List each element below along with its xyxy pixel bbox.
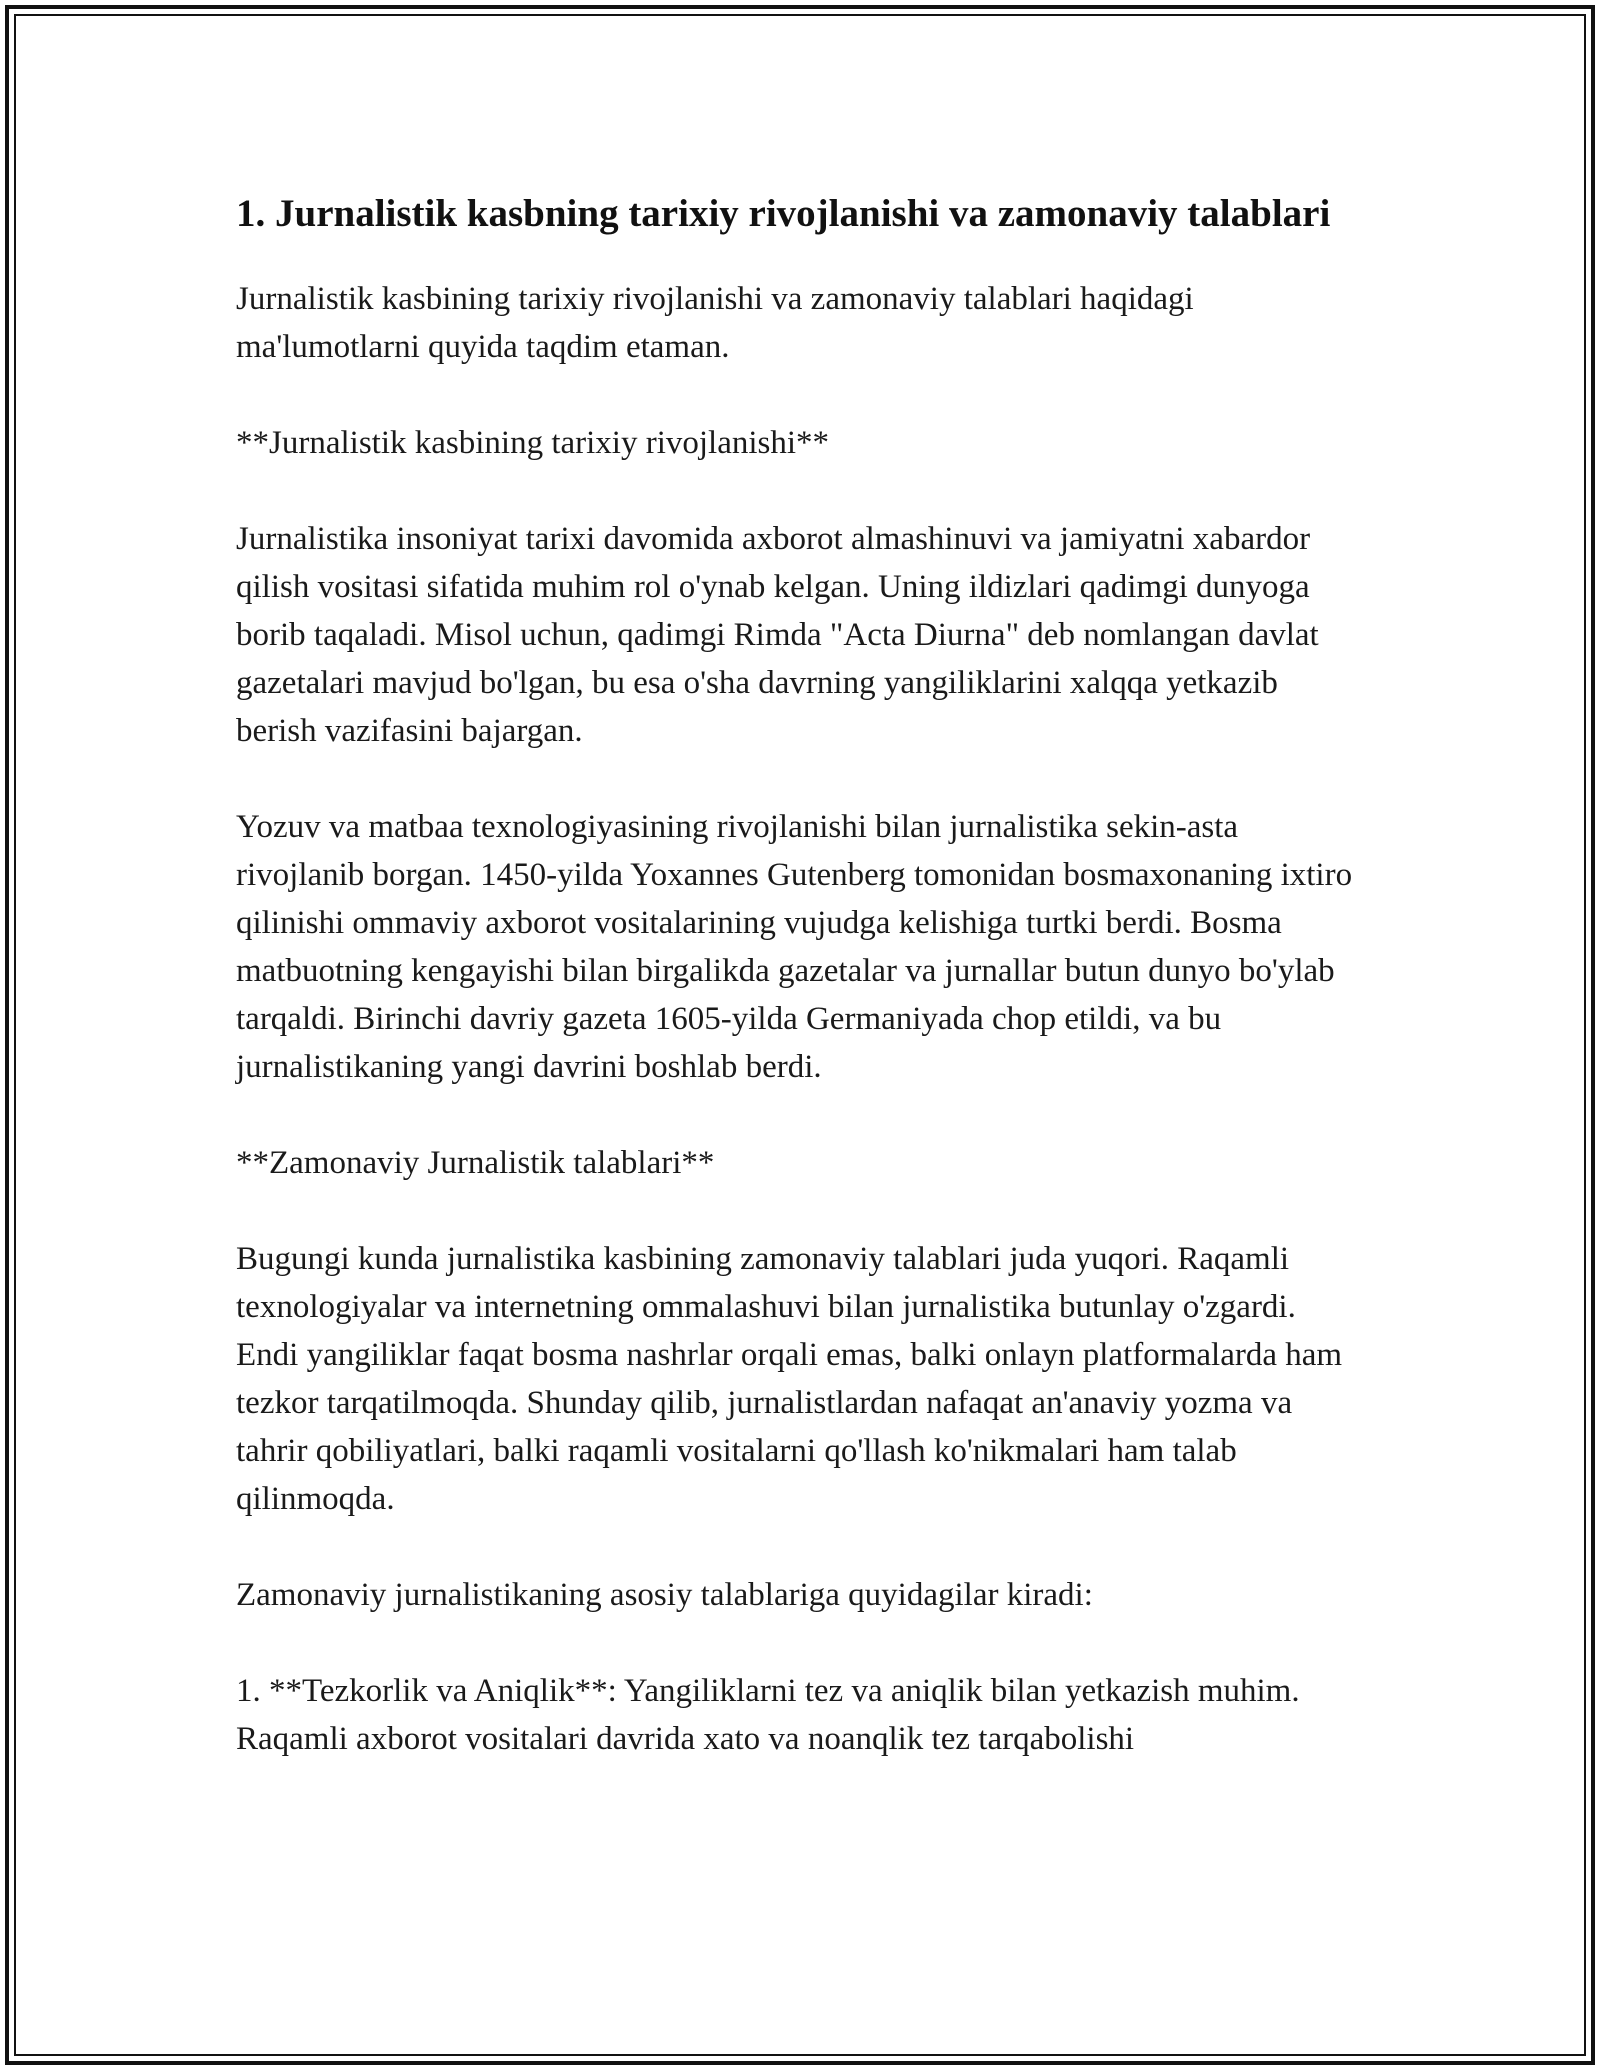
history-paragraph-2: Yozuv va matbaa texnologiyasining rivojlanishi bilan jurnalistika sekin-asta rivojlanib borgan. 1450-yilda Yoxannes Gutenberg tomonidan bosmaxonaning ixtiro qilinishi ommaviy axborot vositalarining vujudga kelishiga turtki berdi. Bosma matbuotning kengayishi bilan birgalikda gazetalar va jurnallar butun dunyo bo'ylab tarqaldi. Birinchi davriy gazeta 1605-yilda Germaniyada chop etildi, va bu jurnalistikaning yangi davrini boshlab berdi. — [236, 809, 1353, 1085]
document-body — [236, 186, 1366, 1763]
document-title: 1. Jurnalistik kasbning tarixiy rivojlanishi va zamonaviy talablari — [236, 192, 1331, 235]
section-heading-history: **Jurnalistik kasbining tarixiy rivojlanishi** — [236, 425, 830, 461]
history-paragraph-1: Jurnalistika insoniyat tarixi davomida axborot almashinuvi va jamiyatni xabardor qilish vositasi sifatida muhim rol o'ynab kelgan. Uning ildizlari qadimgi dunyoga borib taqaladi. Misol uchun, qadimgi Rimda "Acta Diurna" deb nomlangan davlat gazetalari mavjud bo'lgan, bu esa o'sha davrning yangiliklarini xalqqa yetkazib berish vazifasini bajargan. — [236, 521, 1319, 749]
modern-paragraph-1: Bugungi kunda jurnalistika kasbining zamonaviy talablari juda yuqori. Raqamli texnologiyalar va internetning ommalashuvi bilan jurnalistika butunlay o'zgardi. Endi yangiliklar faqat bosma nashrlar orqali emas, balki onlayn platformalarda ham tezkor tarqatilmoqda. Shunday qilib, jurnalistlardan nafaqat an'anaviy yozma va tahrir qobiliyatlari, balki raqamli vositalarni qo'llash ko'nikmalari ham talab qilinmoqda. — [236, 1241, 1343, 1517]
requirements-intro: Zamonaviy jurnalistikaning asosiy talablariga quyidagilar kiradi: — [236, 1577, 1093, 1613]
intro-paragraph: Jurnalistik kasbining tarixiy rivojlanishi va zamonaviy talablari haqidagi ma'lumotlarni quyida taqdim etaman. — [236, 281, 1194, 365]
section-heading-modern: **Zamonaviy Jurnalistik talablari** — [236, 1145, 715, 1181]
list-item-1: 1. **Tezkorlik va Aniqlik**: Yangiliklarni tez va aniqlik bilan yetkazish muhim. Raqamli axborot vositalari davrida xato va noanqlik tez tarqabolishi — [236, 1673, 1300, 1757]
